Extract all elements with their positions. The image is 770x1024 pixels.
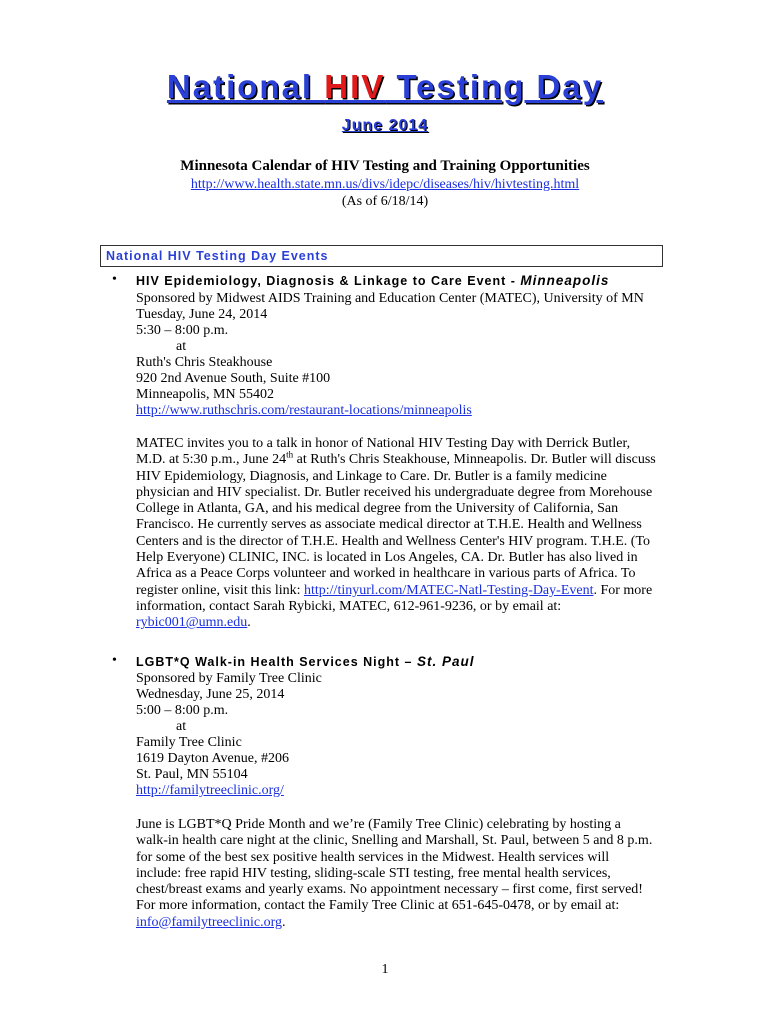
event-description — [136, 817, 656, 931]
event-url-link[interactable]: http://www.ruthschris.com/restaurant-locations/minneapolis — [136, 403, 472, 418]
event-city-state: Minneapolis, MN 55402 — [136, 387, 275, 402]
event-venue: Family Tree Clinic — [136, 735, 242, 750]
event-at: at — [176, 719, 187, 734]
event-description — [136, 436, 656, 632]
page-title — [0, 68, 770, 106]
event-time: 5:00 – 8:00 p.m. — [136, 703, 229, 718]
event-url-link[interactable]: http://familytreeclinic.org/ — [136, 783, 284, 798]
email-link[interactable]: rybic001@umn.edu — [136, 615, 248, 631]
event-address: 920 2nd Avenue South, Suite #100 — [136, 371, 331, 386]
calendar-title: Minnesota Calendar of HIV Testing and Training Opportunities — [180, 158, 590, 174]
event-date: Tuesday, June 24, 2014 — [136, 307, 268, 322]
event-venue: Ruth's Chris Steakhouse — [136, 355, 273, 370]
description-superscript: th — [286, 449, 294, 460]
page-number: 1 — [381, 962, 389, 977]
event-title-text: LGBT*Q Walk-in Health Services Night – — [136, 655, 417, 669]
event-time: 5:30 – 8:00 p.m. — [136, 323, 229, 338]
event-title-text: HIV Epidemiology, Diagnosis & Linkage to Care Event - — [136, 274, 521, 288]
as-of-date: (As of 6/18/14) — [341, 194, 429, 209]
description-text: June is LGBT*Q Pride Month and we’re (Family Tree Clinic) celebrating by hosting a walk-in health care night at the clinic, Snelling and Marshall, St. Paul, between 5 and 8 p.m. for some of the best sex positive health services in the Midwest. Health services will include: free rapid HIV testing, sliding-scale STI testing, free mental health services, chest/breast exams and yearly exams. No appointment necessary – first come, first served! For more information, contact the Family Tree Clinic at 651-645-0478, or by email at: — [136, 817, 653, 914]
bullet-icon: • — [112, 272, 117, 287]
title-part-hiv: HIV — [324, 68, 386, 105]
event-city: Minneapolis — [520, 273, 610, 288]
event-title — [136, 654, 474, 669]
registration-link[interactable]: http://tinyurl.com/MATEC-Natl-Testing-Day-Event — [304, 582, 594, 598]
description-text: . — [281, 914, 286, 930]
event-at: at — [176, 339, 187, 354]
section-heading-box — [100, 245, 663, 267]
event-city: St. Paul — [416, 654, 475, 669]
event-sponsor: Sponsored by Midwest AIDS Training and Education Center (MATEC), University of MN — [136, 291, 644, 306]
title-part-national: National — [166, 68, 325, 105]
title-part-testing-day: Testing Day — [385, 68, 604, 105]
description-text: . For more information, contact Sarah Rybicki, MATEC, 612-961-9236, or by email at: — [136, 582, 653, 614]
section-heading: National HIV Testing Day Events — [106, 249, 329, 263]
description-text: MATEC invites you to a talk in honor of National HIV Testing Day with Derrick Butler, M.D. at 5:30 p.m., June 24 — [136, 436, 631, 468]
calendar-url-link[interactable]: http://www.health.state.mn.us/divs/idepc/diseases/hiv/hivtesting.html — [190, 177, 580, 192]
page-subtitle: June 2014 — [341, 117, 429, 134]
email-link[interactable]: info@familytreeclinic.org — [136, 914, 282, 930]
event-date: Wednesday, June 25, 2014 — [136, 687, 285, 702]
event-address: 1619 Dayton Avenue, #206 — [136, 751, 289, 766]
event-city-state: St. Paul, MN 55104 — [136, 767, 248, 782]
description-text: at Ruth's Chris Steakhouse, Minneapolis. Dr. Butler will discuss HIV Epidemiology, Diagnosis, and Linkage to Care. Dr. Butler is a family medicine physician and HIV specialist. Dr. Butler received his undergraduate degree from Morehouse College in Atlanta, GA, and his medical degree from the University of California, San Francisco. He currently serves as associate medical director at T.H.E. Health and Wellness Centers and is the director of T.H.E. Health and Wellness Center's HIV program. T.H.E. (To Help Everyone) CLINIC, INC. is located in Los Angeles, CA. Dr. Butler has also lived in Africa as a Peace Corps volunteer and worked in healthcare in various parts of Africa. To register online, visit this link: — [136, 452, 656, 598]
event-title — [136, 273, 609, 288]
description-text: . — [247, 615, 251, 631]
event-sponsor: Sponsored by Family Tree Clinic — [136, 671, 322, 686]
bullet-icon: • — [112, 653, 117, 668]
